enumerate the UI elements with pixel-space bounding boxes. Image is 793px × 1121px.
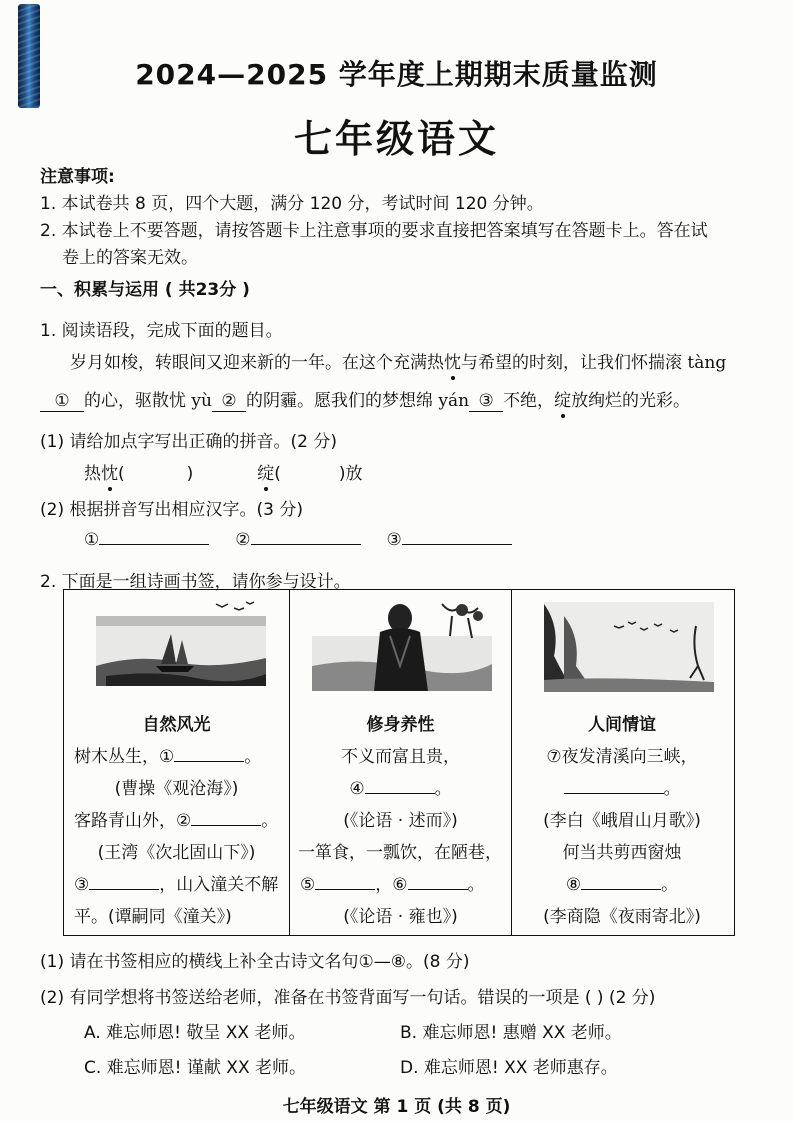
option-d: D. 难忘师恩! XX 老师惠存。	[400, 1058, 618, 1078]
card-title: 自然风光	[142, 715, 211, 735]
answer-line	[564, 793, 664, 794]
dotted-char: 忱	[444, 353, 461, 373]
passage-text: 不绝，	[503, 391, 555, 411]
blank-label-2: ②	[235, 530, 251, 550]
dotted-char: 绽	[257, 464, 275, 484]
paren-open: (	[274, 464, 281, 484]
poem-text: 。	[261, 811, 279, 831]
notes-item-2-line2: 卷上的答案无效。	[62, 248, 198, 268]
poem-text: 。	[434, 779, 452, 799]
poem-text: ，山入潼关不解	[159, 875, 279, 895]
option-a: A. 难忘师恩! 敬呈 XX 老师。	[84, 1023, 306, 1043]
answer-line	[315, 889, 375, 890]
bookmark-card-cultivation	[290, 590, 512, 935]
card-line: 不义而富且贵，	[341, 747, 460, 767]
answer-line	[174, 761, 244, 762]
blank-label: ①	[159, 747, 175, 767]
card-source: (李商隐《夜雨寄北》)	[543, 907, 701, 927]
mountain-moon-image	[524, 596, 724, 696]
card-title: 修身养性	[366, 715, 435, 735]
poem-text: 客路青山外，	[74, 811, 176, 831]
seascape-image	[76, 596, 276, 696]
q1-sub1-words	[84, 459, 363, 484]
poem-text: 树木丛生，	[74, 747, 159, 767]
bookmark-card-nature	[64, 590, 290, 935]
card-source: (王湾《次北固山下》)	[97, 843, 256, 863]
answer-line	[365, 793, 435, 794]
blank-1: ①	[40, 391, 84, 412]
bookmark-card-friendship	[512, 590, 732, 935]
blank-label: ⑧	[565, 875, 582, 895]
passage-text: 的心，驱散忧 yù	[84, 391, 212, 411]
card-source: (《论语 · 雍也》)	[343, 907, 458, 927]
card-source: (《论语 · 述而》)	[343, 811, 458, 831]
section-1-title: 一、积累与运用 ( 共23分 )	[40, 280, 250, 300]
option-c: C. 难忘师恩! 谨献 XX 老师。	[84, 1058, 306, 1078]
card-line	[74, 870, 278, 895]
answer-line-2	[251, 544, 361, 545]
q1-passage-line2	[40, 386, 690, 412]
dotted-char: 忱	[101, 464, 118, 484]
bookmark-table	[63, 589, 735, 936]
card-line	[512, 774, 732, 799]
answer-line-1	[99, 544, 209, 545]
confucius-image	[302, 596, 502, 696]
blank-label: ③	[74, 875, 90, 895]
answer-line-3	[402, 544, 512, 545]
answer-line	[408, 889, 468, 890]
card-line	[512, 870, 732, 895]
poem-text: ，	[375, 875, 393, 895]
passage-text: 与希望的时刻，让我们怀揣滚 tàng	[461, 353, 727, 373]
card-line: 一箪食，一瓢饮，在陋巷，	[298, 843, 502, 863]
q1-sub2-blanks	[84, 530, 512, 550]
dotted-char: 绽	[554, 391, 572, 411]
q1-passage-line1	[70, 348, 726, 373]
exam-subject: 七年级语文	[293, 116, 499, 161]
passage-text: 放绚烂的光彩。	[571, 391, 691, 411]
blank-label: ⑥	[392, 875, 408, 895]
q2-prompt: 2. 下面是一组诗画书签，请你参与设计。	[40, 572, 351, 592]
card-line	[74, 806, 278, 831]
word-text: 热	[84, 464, 101, 484]
page-footer: 七年级语文 第 1 页 (共 8 页)	[282, 1097, 511, 1117]
blank-label: ④	[349, 779, 365, 799]
blank-label: ⑤	[300, 875, 316, 895]
blank-2: ②	[212, 391, 246, 412]
poem-text: 。	[663, 779, 681, 799]
card-line: 何当共剪西窗烛	[562, 843, 682, 863]
answer-line	[581, 889, 661, 890]
exam-title: 2024—2025 学年度上期期末质量监测	[135, 58, 658, 91]
poem-text: 。	[244, 747, 262, 767]
poem-text: 。	[661, 875, 679, 895]
q1-sub1-prompt: (1) 请给加点字写出正确的拼音。(2 分)	[40, 432, 337, 452]
paren-close: )	[186, 464, 194, 484]
blank-label-3: ③	[386, 530, 402, 550]
paren-open: (	[118, 464, 125, 484]
answer-line	[89, 889, 159, 890]
answer-line	[191, 825, 261, 826]
notes-item-1: 1. 本试卷共 8 页，四个大题，满分 120 分，考试时间 120 分钟。	[40, 194, 544, 214]
card-line	[300, 870, 485, 895]
card-line: 平。(谭嗣同《潼关》)	[74, 907, 232, 927]
q2-sub2: (2) 有同学想将书签送给老师，准备在书签背面写一句话。错误的一项是 ( ) (2 分)	[40, 988, 656, 1008]
blank-3: ③	[469, 391, 503, 412]
notes-item-2-line1: 2. 本试卷上不要答题，请按答题卡上注意事项的要求直接把答案填写在答题卡上。答在试	[40, 221, 708, 241]
passage-text: 岁月如梭，转眼间又迎来新的一年。在这个充满热	[70, 353, 444, 373]
card-title: 人间情谊	[588, 715, 656, 735]
poem-text: 。	[467, 875, 485, 895]
notes-heading: 注意事项:	[40, 167, 115, 187]
blank-label: ②	[176, 811, 192, 831]
blank-label-1: ①	[84, 530, 100, 550]
card-line: ⑦夜发清溪向三峡，	[546, 747, 698, 767]
option-b: B. 难忘师恩! 惠赠 XX 老师。	[400, 1023, 622, 1043]
card-source: (曹操《观沧海》)	[114, 779, 239, 799]
passage-text: 的阴霾。愿我们的梦想绵 yán	[245, 391, 470, 411]
q1-sub2-prompt: (2) 根据拼音写出相应汉字。(3 分)	[40, 500, 303, 520]
card-source: (李白《峨眉山月歌》)	[543, 811, 701, 831]
q2-sub1: (1) 请在书签相应的横线上补全古诗文名句①—⑧。(8 分)	[40, 952, 470, 972]
card-line	[74, 742, 261, 767]
card-line	[290, 774, 511, 799]
q1-prompt: 1. 阅读语段，完成下面的题目。	[40, 321, 283, 341]
word-text: )放	[338, 464, 363, 484]
